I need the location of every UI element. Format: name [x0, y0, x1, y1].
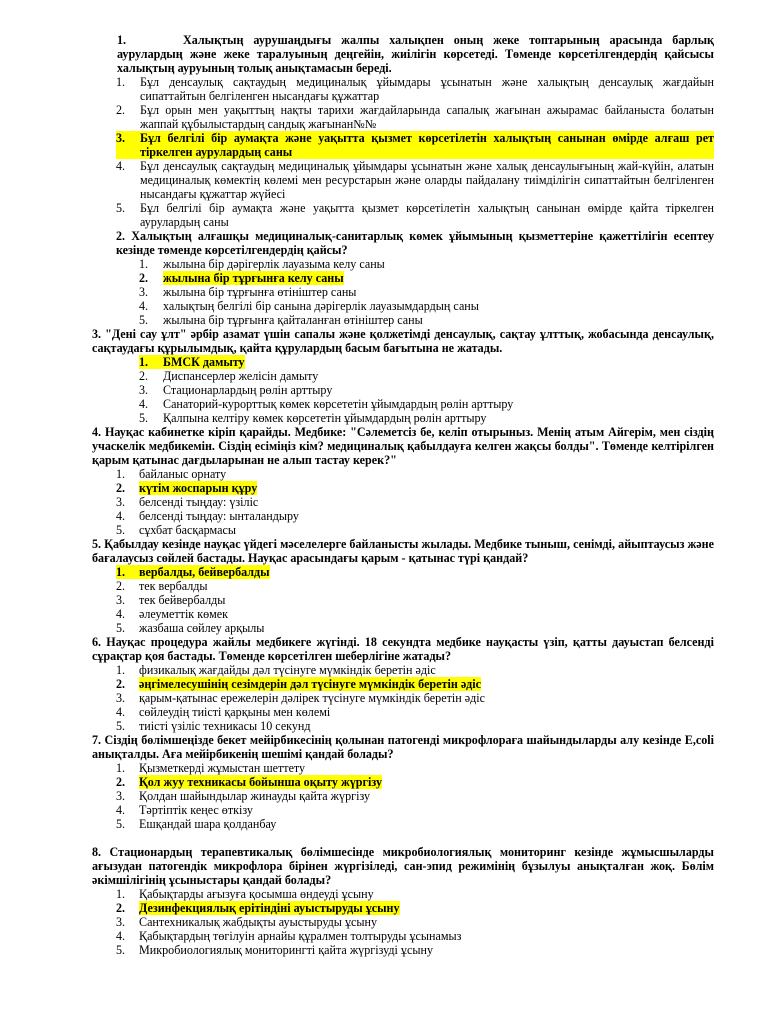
correct-answer-highlight: вербалды, бейвербалды: [139, 565, 270, 579]
option-item: 4. халықтың белгілі бір санына дәрігерлік лауазымдардың саны: [92, 299, 714, 313]
option-text: Қабықтарды ағызуға қосымша өндеуді ұсыну: [139, 887, 374, 901]
option-item: 5. Қалпына келтіру көмек көрсететін ұйымдардың рөлін арттыру: [92, 411, 714, 425]
option-item: 5. Ешқандай шара қолданбау: [92, 817, 714, 831]
question-text: Науқас процедура жайлы медбикеге жүгінді. 18 секундта медбике науқасты үзіп, қатты дауыстап белсенді сұрақтар қоя бастады. Төменде көрсетілген шеберлігіне жатады?: [92, 635, 714, 663]
question-number: 4.: [92, 425, 102, 439]
question-number: 2.: [116, 229, 126, 243]
option-item: 3. белсенді тыңдау: үзіліс: [92, 495, 714, 509]
option-item: 5. жылына бір тұрғынға қайталанған өтініштер саны: [92, 313, 714, 327]
option-text: Диспансерлер желісін дамыту: [163, 369, 319, 383]
option-text: Бұл белгілі бір аумақта және уақытта қызмет көрсетілетін халықтың санынан өмірде қайта тіркелген аурулардың саны: [140, 201, 714, 229]
options-list: [92, 887, 714, 957]
option-text: Қызметкерді жұмыстан шеттету: [139, 761, 306, 775]
option-text: Ешқандай шара қолданбау: [139, 817, 277, 831]
options-list: [92, 75, 714, 229]
question-3: [92, 327, 714, 355]
option-item: 5. жазбаша сөйлеу арқылы: [92, 621, 714, 635]
option-item-correct: 2. Қол жуу техникасы бойынша оқыту жүргізу: [116, 775, 383, 789]
option-item: 3. тек бейвербалды: [92, 593, 714, 607]
option-text: Микробиологиялық мониторингті қайта жүргізуді ұсыну: [139, 943, 433, 957]
options-list: [92, 663, 714, 733]
question-6: [92, 635, 714, 663]
question-text: Халықтың алғашқы медициналық-санитарлық көмек ұйымының қызметтеріне қажеттілігін есептеу кезінде төменде көрсетілгендердің қайсы?: [116, 229, 714, 257]
option-item: 5. Бұл белгілі бір аумақта және уақытта қызмет көрсетілетін халықтың санынан өмірде қайта тіркелген аурулардың саны: [116, 201, 714, 229]
option-text: Санаторий-курорттық көмек көрсететін ұйымдардың рөлін арттыру: [163, 397, 514, 411]
option-item-correct: 2. күтім жоспарын құру: [116, 481, 258, 495]
option-text: тек бейвербалды: [139, 593, 226, 607]
correct-answer-highlight: Қол жуу техникасы бойынша оқыту жүргізу: [139, 775, 383, 789]
correct-answer-highlight: күтім жоспарын құру: [139, 481, 258, 495]
option-text: байланыс орнату: [139, 467, 227, 481]
option-item: 4. Тәртіптік кеңес өткізу: [92, 803, 714, 817]
option-text: Бұл денсаулық сақтаудың медициналық ұйымдары ұсынатын және халық денсаулығының жай-күйін, алатын медициналық көмектің көлемі мен ресурстарын және оларды пайдалану тиімділігін сипаттайтын белгіленген нысандағы құжаттар жүйесі: [140, 159, 714, 201]
option-text: Тәртіптік кеңес өткізу: [139, 803, 253, 817]
option-text: жылына бір тұрғынға қайталанған өтініштер саны: [163, 313, 423, 327]
options-list: [92, 467, 714, 537]
question-7: [92, 733, 714, 761]
option-text: Қалпына келтіру көмек көрсететін ұйымдардың рөлін арттыру: [163, 411, 487, 425]
option-text: Сантехникалық жабдықты ауыстыруды ұсыну: [139, 915, 378, 929]
option-text: тиісті үзіліс техникасы 10 секунд: [139, 719, 311, 733]
option-text: физикалық жағдайды дәл түсінуге мүмкіндік беретін әдіс: [139, 663, 436, 677]
option-item: 3. Сантехникалық жабдықты ауыстыруды ұсыну: [92, 915, 714, 929]
correct-answer-highlight: Бұл белгілі бір аумақта және уақытта қызмет көрсетілетін халықтың санынан өмірде алғаш рет тіркелген аурулардың саны: [140, 131, 714, 159]
option-item: 1. Бұл денсаулық сақтаудың медициналық ұйымдары ұсынатын және халықтың денсаулық жағдайын сипаттайтын белгіленген нысандағы құжаттар: [116, 75, 714, 103]
question-text: Халықтың аурушаңдығы жалпы халықпен оның жеке топтарының арасында барлық аурулардың және жеке таралуының деңгейін, жиілігін көрсетеді. Төменде көрсетілгендердің қайсысы халықтың ауруының толық анықтамасын береді.: [117, 33, 714, 75]
option-text: халықтың белгілі бір санына дәрігерлік лауазымдардың саны: [163, 299, 479, 313]
question-text: Қабылдау кезінде науқас үйдегі мәселелерге байланысты жылады. Медбике тыныш, сенімді, айыптаусыз және бағалаусыз сөйлей бастады. Науқас арасындағы қарым - қатынас түрі қандай?: [92, 537, 714, 565]
question-2: [92, 229, 714, 257]
question-number: 3.: [92, 327, 102, 341]
option-item: 4. Санаторий-курорттық көмек көрсететін ұйымдардың рөлін арттыру: [92, 397, 714, 411]
option-item-correct: 2. жылына бір тұрғынға келу саны: [139, 271, 344, 285]
option-text: Бұл денсаулық сақтаудың медициналық ұйымдары ұсынатын және халықтың денсаулық жағдайын сипаттайтын белгіленген нысандағы құжаттар: [140, 75, 714, 103]
option-item: 3. Стационарлардың рөлін арттыру: [92, 383, 714, 397]
question-number: 7.: [92, 733, 102, 747]
option-item: 5. Микробиологиялық мониторингті қайта жүргізуді ұсыну: [92, 943, 714, 957]
option-item: 1. байланыс орнату: [92, 467, 714, 481]
question-8: [92, 845, 714, 887]
option-item-correct: 1. БМСК дамыту: [139, 355, 245, 369]
option-text: Қабықтардың төгілуін арнайы құралмен толтыруды ұсынамыз: [139, 929, 462, 943]
option-item: 1. жылына бір дәрігерлік лауазыма келу саны: [92, 257, 714, 271]
option-text: Бұл орын мен уақыттың нақты тарихи жағдайларында сапалық жағынан ажырамас байланыста болатын жаппай құбылыстардың сандық жағынан№№: [140, 103, 714, 131]
correct-answer-highlight: Дезинфекциялық ерітіндіні ауыстыруды ұсыну: [139, 901, 400, 915]
option-item: 3. қарым-қатынас ережелерін дәлірек түсінуге мүмкіндік беретін әдіс: [92, 691, 714, 705]
question-number: 8.: [92, 845, 102, 859]
option-item: 4. белсенді тыңдау: ынталандыру: [92, 509, 714, 523]
option-item: 1. физикалық жағдайды дәл түсінуге мүмкіндік беретін әдіс: [92, 663, 714, 677]
option-item: 2. Диспансерлер желісін дамыту: [92, 369, 714, 383]
option-text: жазбаша сөйлеу арқылы: [139, 621, 265, 635]
question-5: [92, 537, 714, 565]
correct-answer-highlight: БМСК дамыту: [163, 355, 245, 369]
option-item: 5. тиісті үзіліс техникасы 10 секунд: [92, 719, 714, 733]
option-item: 4. Бұл денсаулық сақтаудың медициналық ұйымдары ұсынатын және халық денсаулығының жай-күйін, алатын медициналық көмектің көлемі мен ресурстарын және оларды пайдалану тиімділігін сипаттайтын белгіленген нысандағы құжаттар жүйесі: [116, 159, 714, 201]
correct-answer-highlight: әңгімелесушінің сезімдерін дәл түсінуге мүмкіндік беретін әдіс: [139, 677, 482, 691]
option-text: белсенді тыңдау: ынталандыру: [139, 509, 299, 523]
option-item-correct: 3. Бұл белгілі бір аумақта және уақытта қызмет көрсетілетін халықтың санынан өмірде алғаш рет тіркелген аурулардың саны: [116, 131, 714, 159]
options-list: [92, 355, 714, 425]
option-item: 5. сұхбат басқармасы: [92, 523, 714, 537]
question-text: "Дені сау ұлт" әрбір азамат үшін сапалы және қолжетімді денсаулық, сақтау ұлттық, жобасында денсаулық, сақтаудағы құрылымдық, қайта құрулардың басым бағытына не жатады.: [92, 327, 714, 355]
option-text: қарым-қатынас ережелерін дәлірек түсінуге мүмкіндік беретін әдіс: [139, 691, 485, 705]
question-1: [117, 33, 714, 75]
option-item-correct: 1. вербалды, бейвербалды: [116, 565, 270, 579]
options-list: [92, 761, 714, 831]
option-text: Стационарлардың рөлін арттыру: [163, 383, 333, 397]
option-text: тек вербалды: [139, 579, 208, 593]
option-item: 4. Қабықтардың төгілуін арнайы құралмен толтыруды ұсынамыз: [92, 929, 714, 943]
option-item: 3. жылына бір тұрғынға өтініштер саны: [92, 285, 714, 299]
option-item: 3. Қолдан шайындылар жинауды қайта жүргізу: [92, 789, 714, 803]
correct-answer-highlight: жылына бір тұрғынға келу саны: [163, 271, 344, 285]
question-number: 1.: [117, 33, 127, 47]
option-text: Қолдан шайындылар жинауды қайта жүргізу: [139, 789, 371, 803]
option-text: әлеуметтік көмек: [139, 607, 229, 621]
option-item: 4. әлеуметтік көмек: [92, 607, 714, 621]
option-text: сұхбат басқармасы: [139, 523, 236, 537]
option-text: белсенді тыңдау: үзіліс: [139, 495, 259, 509]
option-item-correct: 2. Дезинфекциялық ерітіндіні ауыстыруды ұсыну: [116, 901, 400, 915]
option-text: жылына бір тұрғынға өтініштер саны: [163, 285, 357, 299]
option-item-correct: 2. әңгімелесушінің сезімдерін дәл түсінуге мүмкіндік беретін әдіс: [116, 677, 482, 691]
question-text: Стационардың терапевтикалық бөлімшесінде микробиологиялық мониторинг кезінде жұмысшыларды ағызудан патогендік микрофлора бірінен жүргізіледі, сан-эпид режимінің бұзылуы анықталған жоқ. Бөлім әкімшілігінің ұсыныстары қандай болады?: [92, 845, 714, 887]
option-item: 4. сөйлеудің тиісті қарқыны мен көлемі: [92, 705, 714, 719]
options-list: [92, 565, 714, 635]
option-text: сөйлеудің тиісті қарқыны мен көлемі: [139, 705, 331, 719]
question-text: Сіздің бөлімшеңізде бекет мейірбикесінің қолынан патогенді микрофлораға шайындыларды алу кезінде E,coli анықталды. Аға мейірбикенің шешімі қандай болады?: [92, 733, 714, 761]
option-item: 2. Бұл орын мен уақыттың нақты тарихи жағдайларында сапалық жағынан ажырамас байланыста болатын жаппай құбылыстардың сандық жағынан№№: [116, 103, 714, 131]
options-list: [92, 257, 714, 327]
option-item: 1. Қабықтарды ағызуға қосымша өндеуді ұсыну: [92, 887, 714, 901]
question-4: [92, 425, 714, 467]
option-item: 1. Қызметкерді жұмыстан шеттету: [92, 761, 714, 775]
test-document: [92, 33, 714, 957]
question-number: 6.: [92, 635, 102, 649]
option-text: жылына бір дәрігерлік лауазыма келу саны: [163, 257, 385, 271]
question-text: Науқас кабинетке кіріп қарайды. Медбике: "Сәлеметсіз бе, келіп отырыныз. Менің атым Айгерім, мен сіздің учаскелік медбикемін. Сіздің есіміңіз кім? медициналық қабылдауға келген жақсы болды". Төменде келтірілген қарым қатынас дағдыларынан не алып тастау керек?": [92, 425, 714, 467]
option-item: 2. тек вербалды: [92, 579, 714, 593]
question-number: 5.: [92, 537, 102, 551]
